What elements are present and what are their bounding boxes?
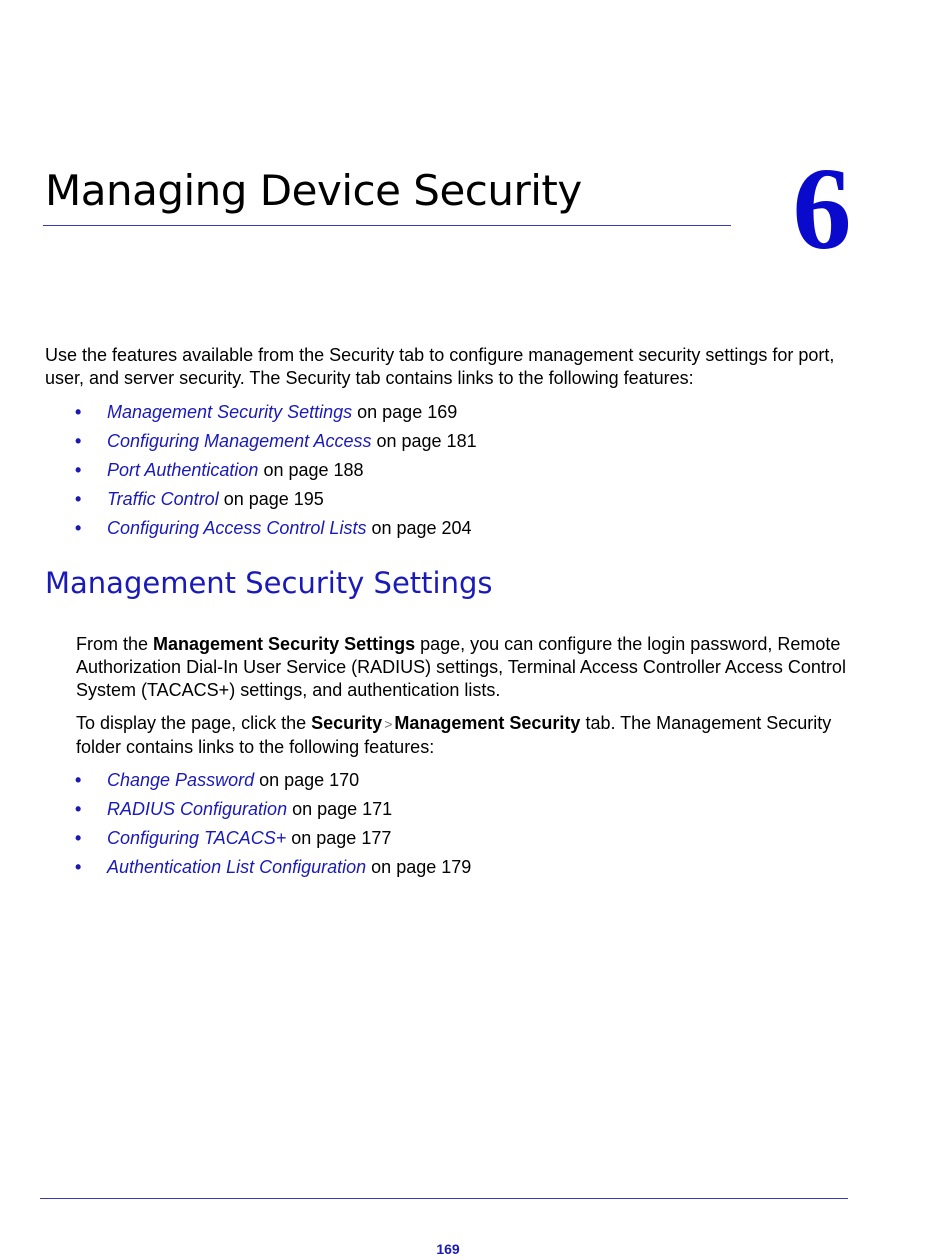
page-ref: on page 204: [366, 518, 472, 538]
link-authentication-list-configuration[interactable]: Authentication List Configuration: [107, 857, 367, 877]
management-security-link-list: [75, 769, 471, 885]
bullet-icon: •: [75, 770, 82, 790]
para2-prefix: To display the page, click the: [76, 713, 312, 733]
bullet-icon: •: [75, 857, 82, 877]
para1-prefix: From the: [76, 634, 154, 654]
page-ref: on page 188: [258, 460, 364, 480]
list-item: [75, 517, 477, 546]
bullet-icon: •: [75, 402, 82, 422]
bullet-icon: •: [75, 518, 82, 538]
page-ref: on page 181: [371, 431, 477, 451]
section-paragraph-1: [76, 633, 846, 702]
page-number: 169: [436, 1241, 460, 1257]
list-item: [75, 798, 471, 827]
title-rule: [43, 225, 731, 226]
section-paragraph-2: [76, 712, 846, 759]
list-item: [75, 401, 477, 430]
footer-rule: [40, 1198, 848, 1199]
list-item: [75, 488, 477, 517]
list-item: [75, 769, 471, 798]
list-item: [75, 827, 471, 856]
link-radius-configuration[interactable]: RADIUS Configuration: [107, 799, 288, 819]
para1-rest: page, you can configure the login password, Remote Authorization Dial-In User Service (RADIUS) settings, Terminal Access Controller Access Control System (TACACS+) settings, and authentication lists.: [76, 634, 846, 700]
list-item: [75, 459, 477, 488]
bullet-icon: •: [75, 489, 82, 509]
breadcrumb-separator: >: [384, 716, 393, 732]
link-configuring-management-access[interactable]: Configuring Management Access: [107, 431, 372, 451]
chapter-number: 6: [792, 143, 852, 274]
link-management-security-settings[interactable]: Management Security Settings: [107, 402, 353, 422]
link-configuring-tacacs[interactable]: Configuring TACACS+: [107, 828, 287, 848]
link-configuring-access-control-lists[interactable]: Configuring Access Control Lists: [107, 518, 367, 538]
list-item: [75, 430, 477, 459]
bullet-icon: •: [75, 799, 82, 819]
link-traffic-control[interactable]: Traffic Control: [107, 489, 219, 509]
page-ref: on page 195: [218, 489, 324, 509]
bullet-icon: •: [75, 460, 82, 480]
link-port-authentication[interactable]: Port Authentication: [107, 460, 259, 480]
list-item: [75, 856, 471, 885]
section-heading: Management Security Settings: [45, 566, 493, 600]
page-ref: on page 169: [352, 402, 458, 422]
para2-rest: tab. The Management Security folder contains links to the following features:: [76, 713, 832, 757]
page-ref: on page 170: [254, 770, 360, 790]
bullet-icon: •: [75, 828, 82, 848]
feature-link-list: [75, 401, 477, 546]
page-ref: on page 171: [287, 799, 393, 819]
bullet-icon: •: [75, 431, 82, 451]
para2-bold-management-security: Management Security: [394, 713, 581, 733]
intro-paragraph: Use the features available from the Security tab to configure management security settings for port, user, and server security. The Security tab contains links to the following features:: [45, 345, 835, 388]
chapter-title: Managing Device Security: [45, 166, 582, 215]
link-change-password[interactable]: Change Password: [107, 770, 255, 790]
page-ref: on page 179: [366, 857, 472, 877]
page-ref: on page 177: [286, 828, 392, 848]
para1-bold: Management Security Settings: [153, 634, 416, 654]
para2-bold-security: Security: [311, 713, 383, 733]
